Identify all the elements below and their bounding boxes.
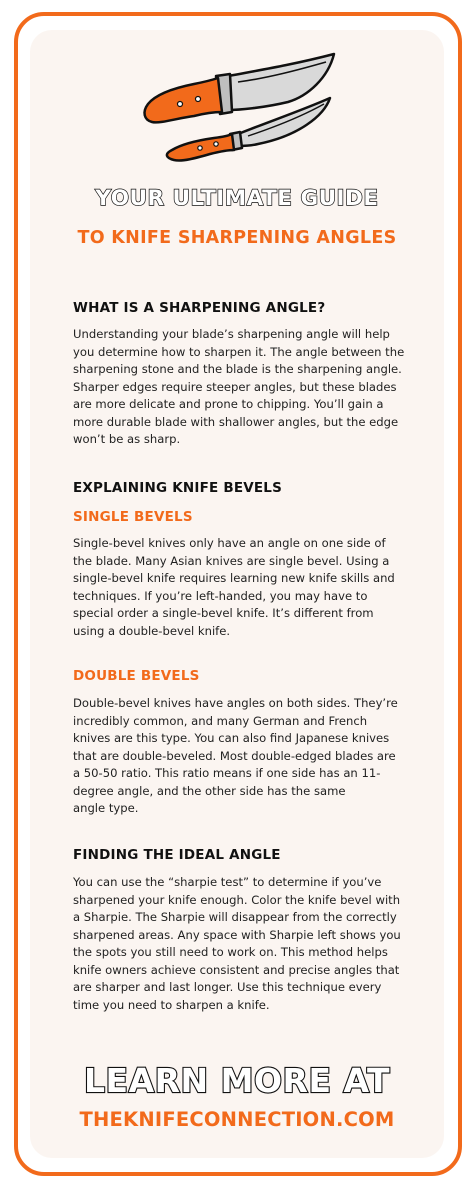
section-heading-what-is: WHAT IS A SHARPENING ANGLE? [73,300,326,316]
website-link[interactable]: THEKNIFECONNECTION.COM [79,1108,395,1131]
page-subtitle: TO KNIFE SHARPENING ANGLES [77,228,397,248]
section-heading-single: SINGLE BEVELS [73,509,193,525]
cta-heading: LEARN MORE AT [84,1061,390,1100]
section-body-double: Double-bevel knives have angles on both sides. They’re incredibly common, and many German and French knives are this type. You can also find Japanese knives that are double-beveled. Most double-edged blades are a 50-50 ratio. This ratio means if one side has an 11- degree angle, and the other side has the same angle type. [73,696,398,815]
section-body-single: Single-bevel knives only have an angle on one side of the blade. Many Asian knives are single bevel. Using a single-bevel knife requires learning new knife skills and techniques. If you’re left-handed, you may have to special order a single-bevel knife. It’s different from using a double-bevel knife. [73,536,395,638]
kitchen-knives-icon [138,52,340,164]
section-heading-double: DOUBLE BEVELS [73,668,200,684]
section-heading-bevels: EXPLAINING KNIFE BEVELS [73,480,283,496]
section-heading-ideal: FINDING THE IDEAL ANGLE [73,847,281,863]
section-body-ideal: You can use the “sharpie test” to determine if you’ve sharpened your knife enough. Color the knife bevel with a Sharpie. The Sharpie will disappear from the correctly sharpened areas. Any space with Sharpie left shows you the spots you still need to work on. This method helps knife owners achieve consistent and precise angles that are sharper and last longer. Use this technique every time you need to sharpen a knife. [73,875,401,1012]
section-body-what-is: Understanding your blade’s sharpening angle will help you determine how to sharpen it. The angle between the sharpening stone and the blade is the sharpening angle. Sharper edges require steeper angles, but these blades are more delicate and prone to chipping. You’ll gain a more durable blade with shallower angles, but the edge won’t be as sharp. [73,327,405,446]
page-title: YOUR ULTIMATE GUIDE [95,186,379,211]
